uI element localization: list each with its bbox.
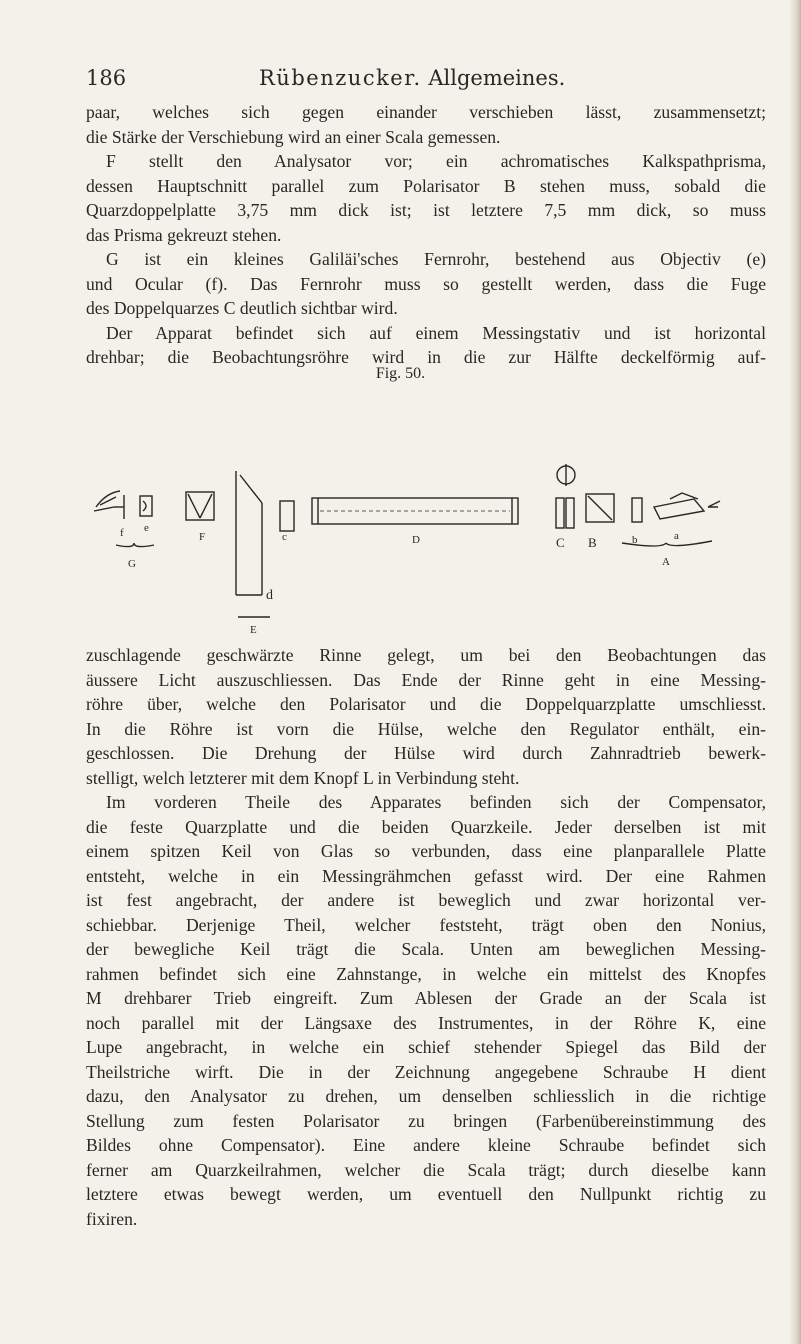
- lens-b: [632, 498, 642, 522]
- text-line: Lupe angebracht, in welche ein schief stehender Spiegel das Bild der: [86, 1037, 766, 1057]
- figure-caption: Fig. 50.: [375, 365, 426, 382]
- label-f: f: [120, 527, 124, 539]
- text-line: paar, welches sich gegen einander verschieben lässt, zusammensetzt;: [86, 102, 766, 122]
- text-line: entsteht, welche in ein Messingrähmchen gefasst wird. Der eine Rahmen: [86, 865, 766, 886]
- label-d: d: [266, 588, 273, 603]
- running-title-sub: Allgemeines.: [428, 66, 566, 90]
- eye-icon: [94, 491, 120, 511]
- text-line: letztere etwas bewegt werden, um eventuell den Nullpunkt richtig zu: [86, 1184, 766, 1204]
- page-header: [86, 66, 766, 96]
- text-line: die feste Quarzplatte und die beiden Quarzkeile. Jeder derselben ist mit: [86, 816, 766, 837]
- label-c: c: [282, 531, 287, 543]
- label-b: b: [632, 534, 638, 546]
- quartz-plate-C: [556, 498, 564, 528]
- text-line: und Ocular (f). Das Fernrohr muss so gestellt werden, dass die Fuge: [86, 273, 766, 294]
- label-E: E: [250, 624, 257, 636]
- page-number: 186: [86, 66, 127, 90]
- page-edge: [789, 0, 801, 1344]
- text-line: einem spitzen Keil von Glas so verbunden, dass eine planparallele Platte: [86, 841, 766, 861]
- text-line: röhre über, welche den Polarisator und die Doppelquarzplatte umschliesst.: [86, 694, 766, 714]
- paragraph-block-bottom: [86, 643, 766, 1231]
- text-line: des Doppelquarzes C deutlich sichtbar wird.: [86, 298, 398, 318]
- text-line: zuschlagende geschwärzte Rinne gelegt, um bei den Beobachtungen das: [86, 645, 766, 665]
- running-title: [259, 66, 565, 90]
- text-line: dessen Hauptschnitt parallel zum Polarisator B stehen muss, sobald die: [86, 175, 766, 196]
- label-F: F: [199, 531, 206, 543]
- label-C: C: [556, 535, 565, 550]
- text-line: In die Röhre ist vorn die Hülse, welche den Regulator enthält, ein-: [86, 718, 766, 739]
- label-D: D: [412, 534, 420, 546]
- text-line: äussere Licht auszuschliessen. Das Ende der Rinne geht in eine Messing-: [86, 669, 766, 690]
- paragraph-block-top: [86, 100, 766, 370]
- text-line: Theilstriche wirft. Die in der Zeichnung angegebene Schraube H dient: [86, 1061, 766, 1082]
- text-line: stelligt, welch letzterer mit dem Knopf L in Verbindung steht.: [86, 767, 520, 788]
- running-title-main: Rübenzucker.: [259, 66, 422, 90]
- label-A: A: [662, 556, 670, 568]
- text-line: Bildes ohne Compensator). Eine andere kleine Schraube befindet sich: [86, 1135, 766, 1155]
- light-arrow: [708, 501, 720, 507]
- prism-a: [654, 499, 704, 519]
- analyser-prism-F: [186, 492, 214, 520]
- text-line: rahmen befindet sich eine Zahnstange, in welche ein mittelst des Knopfes: [86, 963, 766, 984]
- text-line: dazu, den Analysator zu drehen, um denselben schliesslich in die richtige: [86, 1086, 766, 1106]
- text-line: fixiren.: [86, 1208, 138, 1229]
- text-line: Der Apparat befindet sich auf einem Messingstativ und ist horizontal: [106, 322, 766, 343]
- text-line: geschlossen. Die Drehung der Hülse wird durch Zahnradtrieb bewerk-: [86, 743, 766, 763]
- text-line: das Prisma gekreuzt stehen.: [86, 224, 282, 245]
- text-line: M drehbarer Trieb eingreift. Zum Ablesen der Grade an der Scala ist: [86, 988, 766, 1008]
- label-a: a: [674, 530, 679, 542]
- text-line: die Stärke der Verschiebung wird an einer Scala gemessen.: [86, 126, 501, 147]
- text-line: drehbar; die Beobachtungsröhre wird in die zur Hälfte deckelförmig auf-: [86, 347, 766, 367]
- text-line: Im vorderen Theile des Apparates befinden sich der Compensator,: [106, 792, 766, 812]
- text-line: der bewegliche Keil trägt die Scala. Unten am beweglichen Messing-: [86, 939, 766, 959]
- apparatus-diagram: [86, 395, 776, 636]
- label-G: G: [128, 558, 136, 570]
- text-line: ferner am Quarzkeilrahmen, welcher die Scala trägt; durch dieselbe kann: [86, 1159, 766, 1180]
- text-line: F stellt den Analysator vor; ein achromatisches Kalkspathprisma,: [106, 151, 766, 171]
- text-line: Stellung zum festen Polarisator zu bringen (Farbenübereinstimmung des: [86, 1110, 766, 1131]
- text-line: G ist ein kleines Galiläi'sches Fernrohr, bestehend aus Objectiv (e): [106, 249, 766, 269]
- label-e: e: [144, 522, 149, 534]
- text-line: Quarzdoppelplatte 3,75 mm dick ist; ist letztere 7,5 mm dick, so muss: [86, 200, 766, 220]
- label-B: B: [588, 535, 597, 550]
- text-line: noch parallel mit der Längsaxe des Instrumentes, in der Röhre K, eine: [86, 1012, 766, 1033]
- telescope-brace-G: [116, 543, 154, 547]
- compensator-c: [280, 501, 294, 531]
- text-line: ist fest angebracht, der andere ist beweglich und zwar horizontal ver-: [86, 890, 766, 910]
- text-line: schiebbar. Derjenige Theil, welcher feststeht, trägt oben den Nonius,: [86, 914, 766, 935]
